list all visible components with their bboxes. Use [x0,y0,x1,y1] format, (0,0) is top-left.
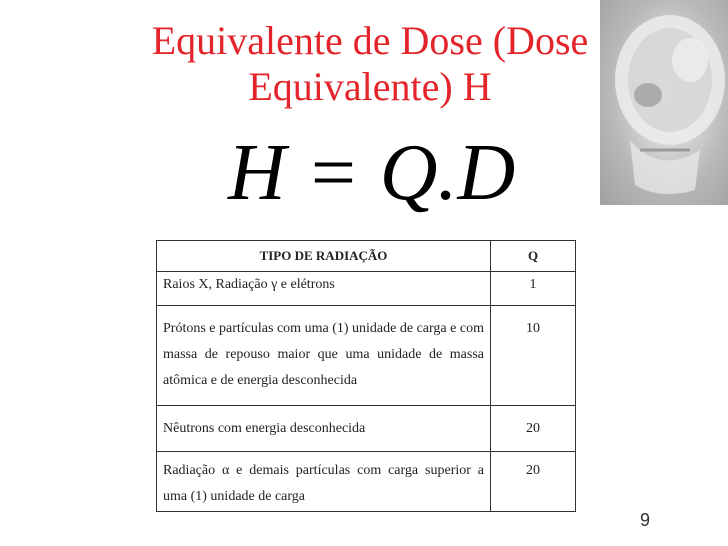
slide-title: Equivalente de Dose (Dose Equivalente) H [151,18,589,109]
column-header-radiation-type: TIPO DE RADIAÇÃO [157,241,491,272]
page-number: 9 [640,510,651,530]
table-row [157,406,576,452]
table-row [157,306,576,406]
radiation-type-cell: Prótons e partículas com uma (1) unidade de carga e com massa de repouso maior que uma unidade de massa atômica e de energia desconhecida [163,321,484,388]
radiation-quality-factor-table [156,240,576,512]
q-value-cell: 1 [529,277,537,292]
table-row [157,452,576,512]
radiation-type-cell: Radiação α e demais partículas com carga superior a uma (1) unidade de carga [163,463,484,504]
q-value-cell: 20 [526,463,540,478]
radiation-type-cell: Raios X, Radiação γ e elétrons [163,277,335,292]
radiation-type-cell: Nêutrons com energia desconhecida [163,421,366,436]
column-header-q: Q [491,241,576,272]
q-value-cell: 10 [526,321,540,336]
table-row [157,272,576,306]
table-header-row [157,241,576,272]
dose-equivalent-formula: H = Q.D [228,129,516,217]
q-value-cell: 20 [526,421,540,436]
